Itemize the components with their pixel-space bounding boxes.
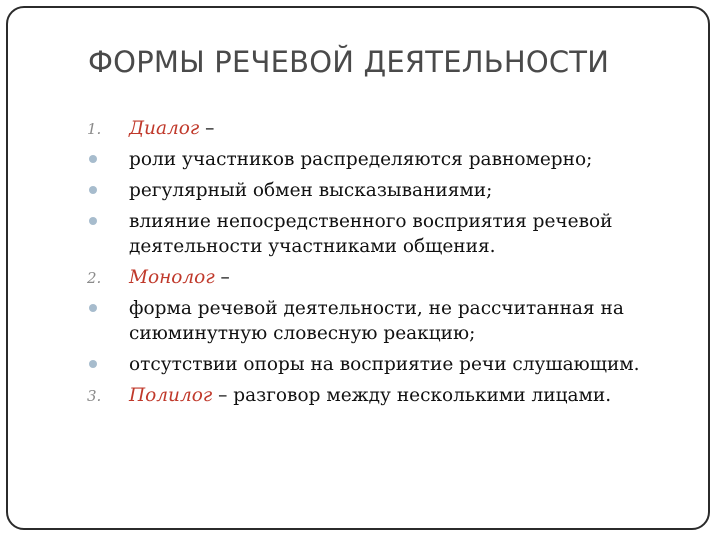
list-number: 1. (87, 120, 102, 138)
term-monologue: Монолог (129, 267, 215, 288)
slide-title: ФОРМЫ РЕЧЕВОЙ ДЕЯТЕЛЬНОСТИ (88, 45, 610, 79)
list-item (87, 352, 687, 377)
item-text: форма речевой деятельности, не рассчитанная на сиюминутную словесную реакцию; (129, 298, 624, 344)
content-list (87, 116, 687, 408)
bullet-dot-icon (89, 155, 97, 163)
list-item (87, 178, 687, 203)
item-text: – (214, 267, 230, 288)
bullet-dot-icon (89, 186, 97, 194)
list-item-polylogue (87, 383, 687, 408)
term-polylogue: Полилог (129, 385, 213, 406)
item-text: отсутствии опоры на восприятие речи слушающим. (129, 354, 640, 375)
bullet-dot-icon (89, 217, 97, 225)
item-text: – (199, 118, 215, 139)
bullet-dot-icon (89, 360, 97, 368)
slide-frame (6, 6, 710, 530)
item-text: – разговор между несколькими лицами. (212, 385, 612, 406)
item-text: роли участников распределяются равномерно; (129, 149, 593, 170)
list-item-monologue (87, 265, 687, 290)
list-item (87, 296, 687, 346)
list-item-dialog (87, 116, 687, 141)
item-text: регулярный обмен высказываниями; (129, 180, 493, 201)
list-number: 2. (87, 269, 102, 287)
list-item (87, 209, 687, 259)
item-text: влияние непосредственного восприятия речевой деятельности участниками общения. (129, 211, 613, 257)
term-dialog: Диалог (129, 118, 200, 139)
list-number: 3. (87, 387, 102, 405)
list-item (87, 147, 687, 172)
bullet-dot-icon (89, 304, 97, 312)
